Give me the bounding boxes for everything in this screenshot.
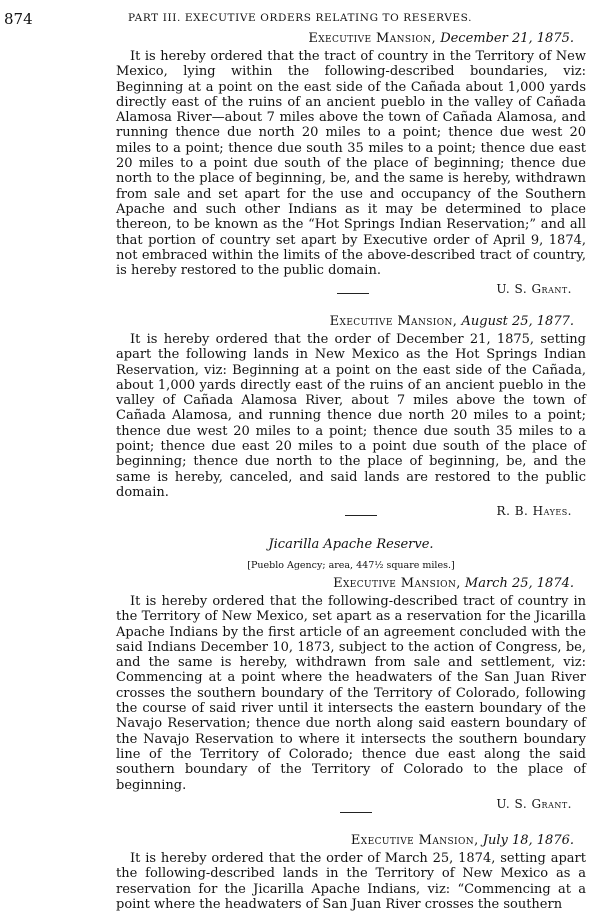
reserve-note: [Pueblo Agency; area, 447½ square miles.]: [247, 560, 455, 571]
running-head: PART III. EXECUTIVE ORDERS RELATING TO RESERVES.: [127, 12, 473, 24]
order-december-1875: [116, 31, 586, 297]
dateline: [116, 576, 586, 591]
signature: R. B. Hayes.: [496, 504, 572, 519]
section-divider: [340, 812, 372, 813]
page-number: 874: [4, 10, 33, 28]
order-body: It is hereby ordered that the order of March 25, 1874, setting apart the following-described lands in the Territory of New Mexico as a reservation for the Jicarilla Apache Indians, viz: “Commencing at a point where the headwaters of San Juan River crosses the southern: [116, 851, 586, 912]
dateline-mansion: Executive Mansion,: [350, 833, 479, 848]
order-body: It is hereby ordered that the order of December 21, 1875, setting apart the following lands in New Mexico as the Hot Springs Indian Reservation, viz: Beginning at a point on the east side of the Cañada, about 1,000 yards directly east of the ruins of an ancient pueblo in the valley of Cañada Alamosa River, about 7 miles above the town of Cañada Alamosa, and running thence due north 20 miles to a point; thence due west 20 miles to a point; thence due south 35 miles to a point; thence due east 20 miles to a point due south of the place of beginning; thence due north to the place of beginning, be, and the same is hereby, canceled, and said lands are restored to the public domain.: [116, 332, 586, 500]
dateline-date: August 25, 1877.: [461, 314, 574, 329]
dateline: [116, 314, 586, 329]
dateline-date: July 18, 1876.: [482, 833, 574, 848]
order-august-1877: [116, 314, 586, 519]
order-body: It is hereby ordered that the following-described tract of country in the Territory of New Mexico, set apart as a reservation for the Jicarilla Apache Indians by the first article of an agreement concluded with the said Indians December 10, 1873, subject to the action of Congress, be, and the same is hereby, withdrawn from sale and settlement, viz: Commencing at a point where the headwaters of the San Juan River crosses the southern boundary of the Territory of Colorado, following the course of said river until it intersects the eastern boundary of the Navajo Reservation; thence due north along said eastern boundary of the Navajo Reservation to where it intersects the southern boundary line of the Territory of Colorado; thence due east along the said southern boundary of the Territory of Colorado to the place of beginning.: [116, 594, 586, 793]
jicarilla-apache-reserve: [116, 537, 586, 812]
reserve-title: Jicarilla Apache Reserve.: [268, 537, 434, 552]
order-body: It is hereby ordered that the tract of country in the Territory of New Mexico, lying within the following-described boundaries, viz: Beginning at a point on the east side of the Cañada about 1,000 yards directly east of the ruins of an ancient pueblo in the valley of Cañada Alamosa River—about 7 miles above the town of Cañada Alamosa, and running thence due north 20 miles to a point; thence due west 20 miles to a point; thence due south 35 miles to a point; thence due east 20 miles to a point due south of the place of beginning; thence due north to the place of beginning, be, and the same is hereby, withdrawn from sale and set apart for the use and occupancy of the Southern Apache and such other Indians as it may be determined to place thereon, to be known as the “Hot Springs Indian Reservation;” and all that portion of country set apart by Executive order of April 9, 1874, not embraced within the limits of the above-described tract of country, is hereby restored to the public domain.: [116, 49, 586, 279]
section-divider: [337, 293, 369, 294]
dateline-mansion: Executive Mansion,: [333, 576, 461, 591]
dateline: [116, 31, 586, 46]
section-divider: [345, 515, 377, 516]
dateline: [116, 833, 586, 848]
signature: U. S. Grant.: [496, 282, 572, 297]
page-header: [0, 10, 600, 26]
signature: U. S. Grant.: [496, 796, 572, 811]
dateline-mansion: Executive Mansion,: [329, 314, 458, 329]
dateline-date: December 21, 1875.: [440, 31, 574, 46]
order-july-1876: [116, 833, 586, 912]
dateline-date: March 25, 1874.: [464, 576, 574, 591]
dateline-mansion: Executive Mansion,: [308, 31, 437, 46]
